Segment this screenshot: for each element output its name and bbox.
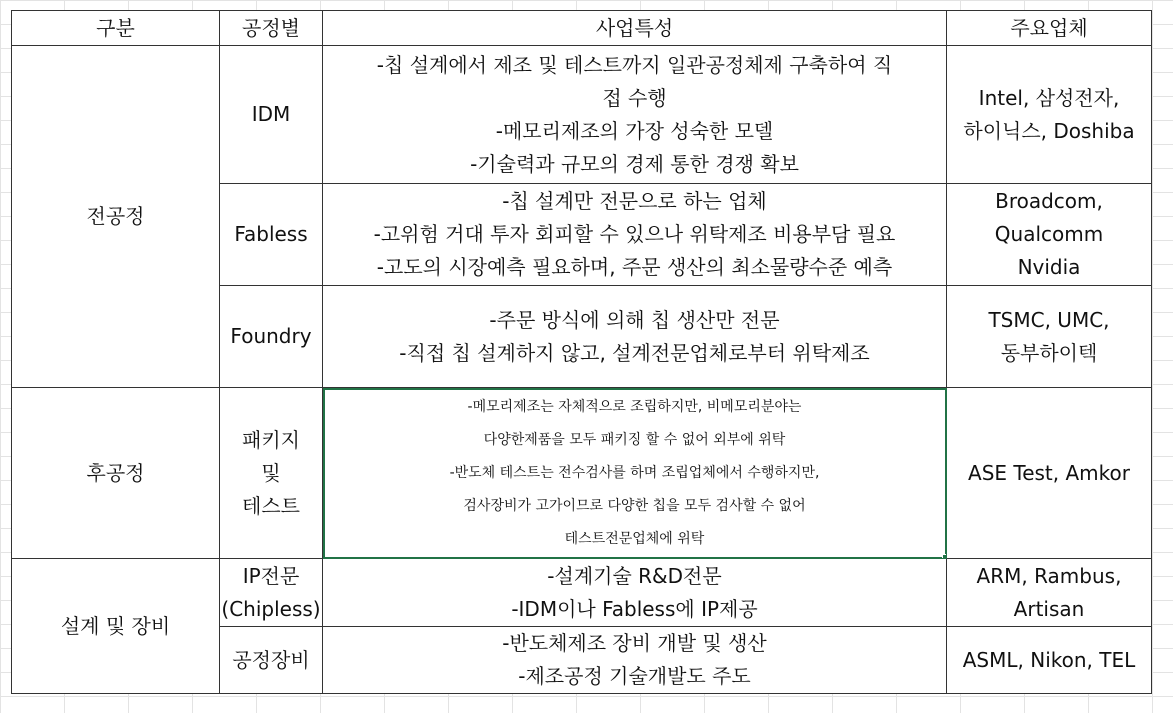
features-cell[interactable] [323,286,947,388]
features-cell[interactable] [323,184,947,286]
companies-cell[interactable] [947,388,1152,559]
company-line: ASML, Nikon, TEL [962,647,1136,672]
feature-line: 검사장비가 고가이므로 다양한 칩을 모두 검사할 수 없어 [463,497,806,514]
process-text: IDM [251,102,291,126]
company-line: 동부하이텍 [1000,340,1098,365]
feature-line: -기술력과 규모의 경제 통한 경쟁 확보 [470,151,799,176]
companies-cell[interactable] [947,46,1152,184]
company-line: Qualcomm [994,222,1104,246]
table-row [12,559,1152,627]
company-line: Intel, 삼성전자, [978,85,1120,110]
process-text: 패키지 [242,427,300,452]
feature-line: -제조공정 기술개발도 주도 [518,664,751,688]
process-cell[interactable] [220,184,323,286]
company-line: 하이닉스, Doshiba [963,118,1135,143]
process-text: IP전문 [242,563,300,588]
features-cell[interactable] [323,627,947,694]
process-cell[interactable] [220,46,323,184]
feature-line: -칩 설계에서 제조 및 테스트까지 일관공정체제 구축하여 직 [376,52,893,77]
header-row [12,11,1152,46]
features-cell[interactable] [323,559,947,627]
feature-line: 다양한제품을 모두 패키징 할 수 없어 외부에 위탁 [483,431,786,448]
process-text: (Chipless) [221,596,321,621]
company-line: Broadcom, [995,189,1103,213]
feature-line: -고위험 거대 투자 회피할 수 있으나 위탁제조 비용부담 필요 [373,222,896,246]
process-text: Foundry [230,324,312,348]
feature-line: -반도체제조 장비 개발 및 생산 [502,631,767,655]
feature-line: 테스트전문업체에 위탁 [564,530,705,547]
companies-cell[interactable] [947,559,1152,627]
process-text: Fabless [234,222,308,246]
header-features[interactable]: 사업특성 [323,11,947,46]
feature-line: -설계기술 R&D전문 [547,563,722,588]
group-back[interactable]: 후공정 [12,388,220,559]
feature-line: -메모리제조는 자체적으로 조립하지만, 비메모리분야는 [467,398,802,415]
table-row [12,46,1152,184]
header-process[interactable]: 공정별 [220,11,323,46]
feature-line: -직접 칩 설계하지 않고, 설계전문업체로부터 위탁제조 [399,340,870,365]
company-line: ARM, Rambus, [976,563,1122,588]
feature-line: -IDM이나 Fabless에 IP제공 [511,596,758,621]
process-cell[interactable] [220,627,323,694]
group-design[interactable]: 설계 및 장비 [12,559,220,694]
feature-line: -반도체 테스트는 전수검사를 하며 조립업체에서 수행하지만, [449,464,820,481]
feature-line: -고도의 시장예측 필요하며, 주문 생산의 최소물량수준 예측 [376,255,893,279]
feature-line: -칩 설계만 전문으로 하는 업체 [502,189,767,213]
selected-features-cell[interactable] [323,388,947,559]
semiconductor-business-table [11,10,1152,694]
company-line: Nvidia [1017,255,1081,279]
company-line: ASE Test, Amkor [968,460,1130,485]
companies-cell[interactable] [947,286,1152,388]
process-text: 테스트 [242,493,300,518]
features-cell[interactable] [323,46,947,184]
companies-cell[interactable] [947,184,1152,286]
feature-line: -주문 방식에 의해 칩 생산만 전문 [489,307,780,332]
process-cell[interactable] [220,286,323,388]
process-text: 공정장비 [232,647,310,672]
process-cell[interactable] [220,388,323,559]
header-companies[interactable]: 주요업체 [947,11,1152,46]
process-text: 및 [261,460,281,485]
header-category[interactable]: 구분 [12,11,220,46]
companies-cell[interactable] [947,627,1152,694]
company-line: Artisan [1013,596,1085,621]
feature-line: 접 수행 [602,85,667,110]
table-row [12,388,1152,559]
feature-line: -메모리제조의 가장 성숙한 모델 [495,118,774,143]
process-cell[interactable] [220,559,323,627]
company-line: TSMC, UMC, [988,307,1110,332]
group-front[interactable]: 전공정 [12,46,220,388]
